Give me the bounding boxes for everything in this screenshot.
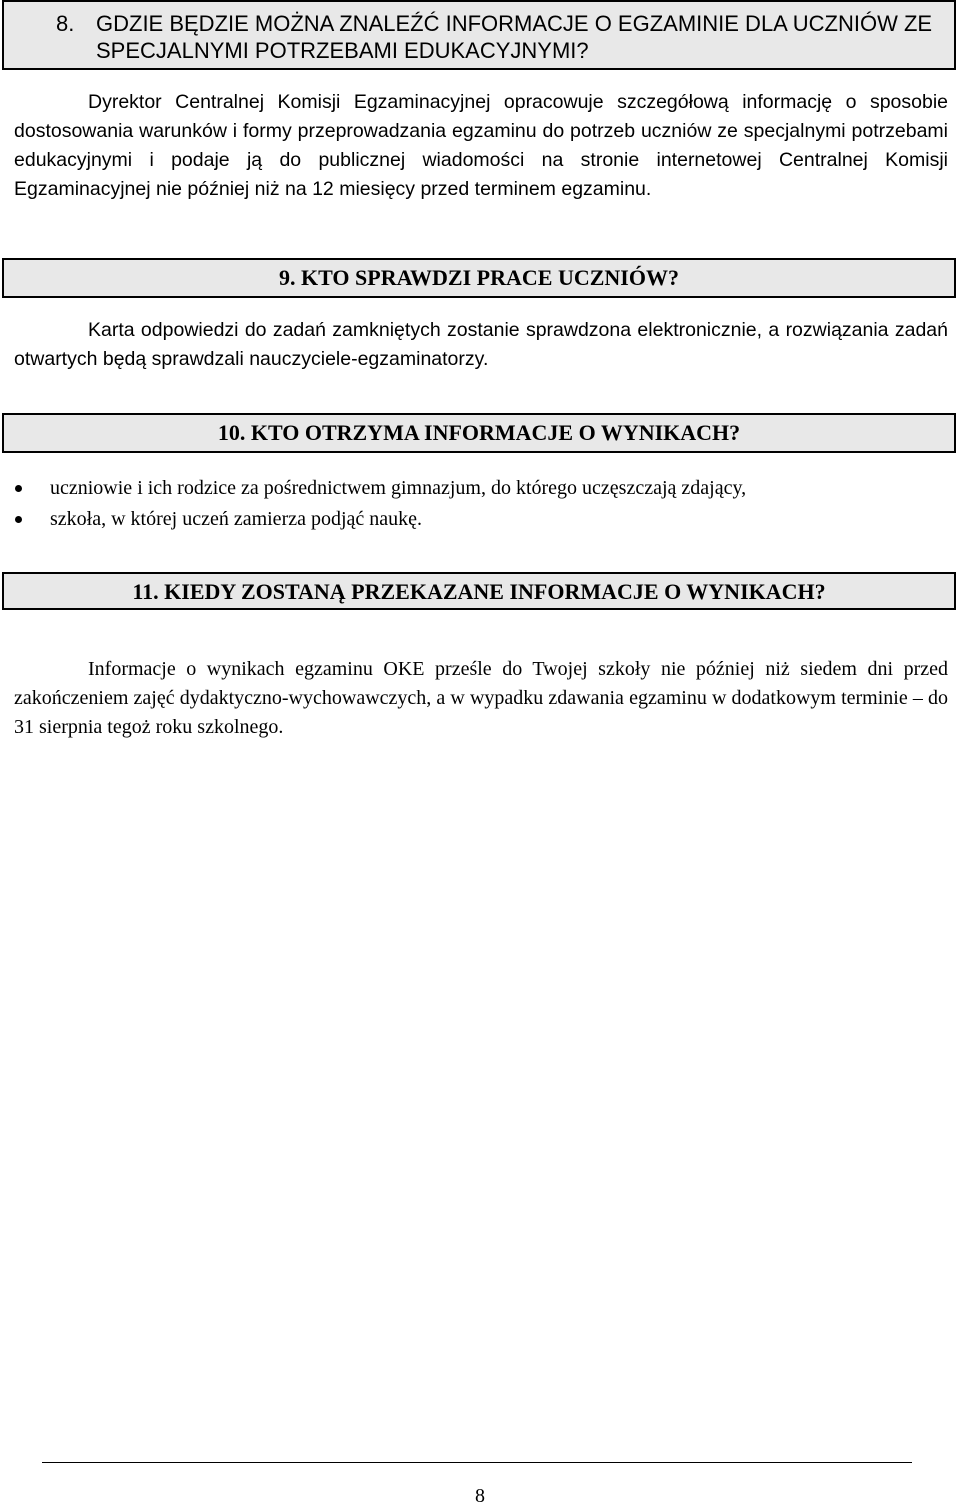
section-11-heading: 11. KIEDY ZOSTANĄ PRZEKAZANE INFORMACJE O WYNIKACH?	[2, 572, 956, 610]
section-11-paragraph: Informacje o wynikach egzaminu OKE prześle do Twojej szkoły nie później niż siedem dni przed zakończeniem zajęć dydaktyczno-wychowawczych, a w wypadku zdawania egzaminu w dodatkowym terminie – do 31 sierpnia tegoż roku szkolnego.	[14, 658, 948, 738]
page-number: 8	[475, 1485, 485, 1507]
section-8-title: GDZIE BĘDZIE MOŻNA ZNALEŹĆ INFORMACJE O EGZAMINIE DLA UCZNIÓW ZE SPECJALNYMI POTRZEBAMI EDUKACYJNYMI?	[96, 11, 933, 63]
section-8-number: 8.	[56, 11, 75, 36]
section-8-paragraph: Dyrektor Centralnej Komisji Egzaminacyjnej opracowuje szczegółową informację o sposobie dostosowania warunków i formy przeprowadzania egzaminu do potrzeb uczniów ze specjalnymi potrzebami edukacyjnymi i podaje ją do publicznej wiadomości na stronie internetowej Centralnej Komisji Egzaminacyjnej nie później niż na 12 miesięcy przed terminem egzaminu.	[14, 91, 948, 200]
bullet-icon	[15, 485, 22, 492]
section-8-heading	[2, 0, 956, 70]
section-10-heading: 10. KTO OTRZYMA INFORMACJE O WYNIKACH?	[2, 413, 956, 453]
list-item-text: szkoła, w której uczeń zamierza podjąć naukę.	[50, 508, 423, 530]
section-9-heading: 9. KTO SPRAWDZI PRACE UCZNIÓW?	[2, 258, 956, 298]
list-item	[14, 504, 948, 535]
bullet-icon	[15, 516, 22, 523]
section-10-list	[14, 473, 948, 535]
list-item	[14, 473, 948, 504]
list-item-text: uczniowie i ich rodzice za pośrednictwem gimnazjum, do którego uczęszczają zdający,	[50, 477, 747, 499]
section-9-paragraph: Karta odpowiedzi do zadań zamkniętych zostanie sprawdzona elektronicznie, a rozwiązania zadań otwartych będą sprawdzali nauczyciele-egzaminatorzy.	[14, 319, 948, 370]
footer-divider	[42, 1462, 912, 1463]
